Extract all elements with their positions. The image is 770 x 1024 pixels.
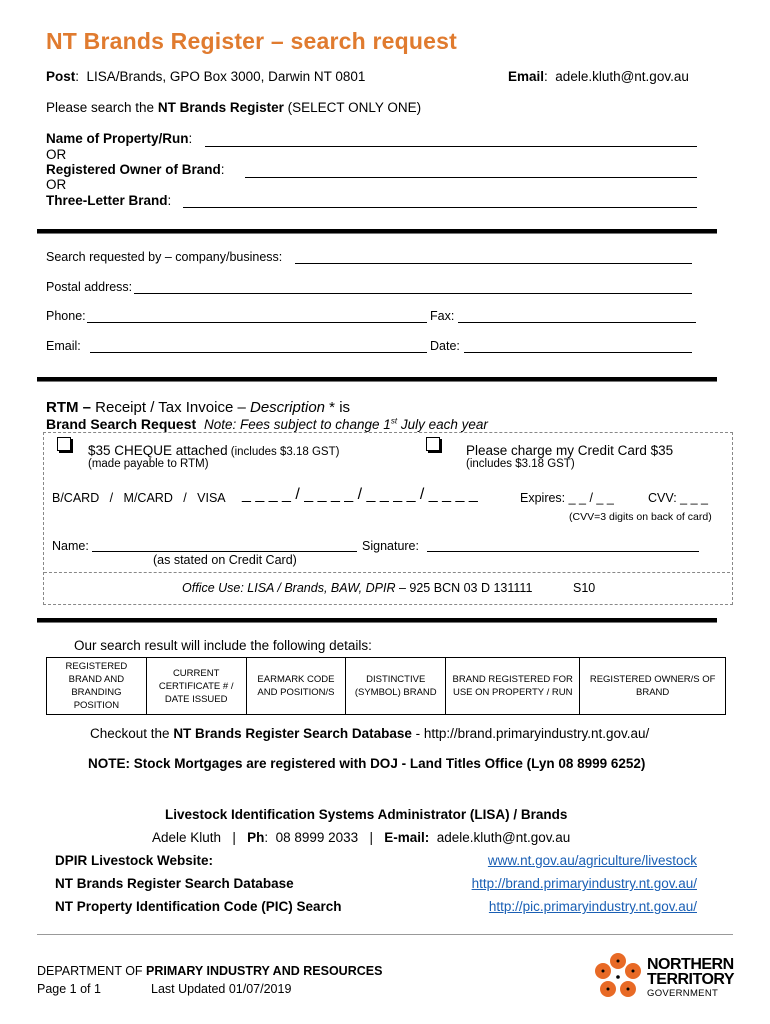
divider xyxy=(37,618,717,623)
or-1: OR xyxy=(46,147,67,162)
table-cell: CURRENT CERTIFICATE # / DATE ISSUED xyxy=(146,658,246,715)
cheque-label: $35 CHEQUE attached xyxy=(88,443,228,458)
link-label-pic: NT Property Identification Code (PIC) Search xyxy=(55,899,342,914)
date-input[interactable] xyxy=(464,352,692,353)
owner-label-text: Registered Owner of Brand xyxy=(46,162,221,177)
page-number: Page 1 of 1 xyxy=(37,982,101,996)
table-cell: REGISTERED OWNER/S OF BRAND xyxy=(580,658,726,715)
contact-name: Adele Kluth xyxy=(152,830,222,845)
cheque-checkbox[interactable] xyxy=(57,437,71,451)
cvv-input[interactable]: CVV: _ _ _ xyxy=(648,491,708,505)
email-label: Email xyxy=(508,69,545,84)
card-option: Please charge my Credit Card $35 xyxy=(466,443,674,458)
or-2: OR xyxy=(46,177,67,192)
brand-label-text: Three-Letter Brand xyxy=(46,193,168,208)
contact-heading: Livestock Identification Systems Administrator (LISA) / Brands xyxy=(165,807,568,822)
name-label: Name: xyxy=(52,539,89,553)
property-label: Name of Property/Run: xyxy=(46,131,193,146)
logo-government: GOVERNMENT xyxy=(647,988,719,999)
card-number-input[interactable]: _ _ _ _ / _ _ _ _ / _ _ _ _ / _ _ _ _ xyxy=(242,486,478,503)
checkout-suffix: - http://brand.primaryindustry.nt.gov.au/ xyxy=(411,726,650,741)
fee-note-end: July each year xyxy=(397,417,488,432)
contact-email-label: E-mail: xyxy=(384,830,430,845)
fax-label: Fax: xyxy=(430,309,455,323)
rtm-label: RTM – xyxy=(46,399,91,416)
post-value: LISA/Brands, GPO Box 3000, Darwin NT 0801 xyxy=(86,69,366,84)
post-label: Post xyxy=(46,69,76,84)
owner-input[interactable] xyxy=(245,177,697,178)
date-label: Date: xyxy=(430,339,460,353)
checkout-line xyxy=(90,726,649,741)
search-instruction xyxy=(46,100,421,115)
logo-territory: TERRITORY xyxy=(647,971,735,988)
brand-input[interactable] xyxy=(183,207,697,208)
table-cell: BRAND REGISTERED FOR USE ON PROPERTY / RUN xyxy=(446,658,580,715)
instruction-suffix: (SELECT ONLY ONE) xyxy=(283,100,422,115)
card-sub: (includes $3.18 GST) xyxy=(466,458,575,470)
phone-label-bold: Ph xyxy=(247,830,265,845)
cheque-gst: (includes $3.18 GST) xyxy=(227,446,340,458)
last-updated: Last Updated 01/07/2019 xyxy=(151,982,292,996)
owner-label: Registered Owner of Brand: xyxy=(46,162,225,177)
results-intro: Our search result will include the following details: xyxy=(74,638,372,653)
company-input[interactable] xyxy=(295,263,692,264)
checkout-prefix: Checkout the xyxy=(90,726,174,741)
table-cell: EARMARK CODE AND POSITION/S xyxy=(246,658,346,715)
property-label-text: Name of Property/Run xyxy=(46,131,189,146)
rtm-description: Description xyxy=(249,399,326,416)
email-field-label: Email: xyxy=(46,339,81,353)
logo-northern: NORTHERN xyxy=(647,956,734,973)
link-label-livestock: DPIR Livestock Website: xyxy=(55,853,214,868)
brand-label: Three-Letter Brand: xyxy=(46,193,172,208)
post-address: Post: LISA/Brands, GPO Box 3000, Darwin NT 0801 xyxy=(46,69,366,84)
divider xyxy=(37,377,717,382)
rtm-subheading xyxy=(46,416,488,432)
card-types: B/CARD / M/CARD / VISA xyxy=(52,491,226,505)
office-use xyxy=(182,581,532,595)
signature-label: Signature: xyxy=(362,539,419,553)
results-table xyxy=(46,657,726,715)
link-pic[interactable]: http://pic.primaryindustry.nt.gov.au/ xyxy=(488,899,697,914)
office-s10: S10 xyxy=(573,581,596,595)
desert-rose-icon xyxy=(594,952,642,1002)
table-row xyxy=(47,658,726,715)
email-input[interactable] xyxy=(90,352,427,353)
instruction-prefix: Please search the xyxy=(46,100,158,115)
card-checkbox[interactable] xyxy=(426,437,440,451)
cheque-sub: (made payable to RTM) xyxy=(88,458,209,470)
fee-note-text: Note: Fees subject to change 1 xyxy=(203,417,391,432)
office-code: – 925 BCN 03 D 131111 xyxy=(395,581,533,595)
rtm-heading xyxy=(46,399,350,416)
postal-input[interactable] xyxy=(134,293,692,294)
nt-government-logo xyxy=(594,952,739,1002)
dept-prefix: DEPARTMENT OF xyxy=(37,964,147,978)
expires-input[interactable]: Expires: _ _ / _ _ xyxy=(520,491,614,505)
department xyxy=(37,964,382,978)
footer-divider xyxy=(37,934,733,935)
checkout-bold: NT Brands Register Search Database xyxy=(173,726,412,741)
cheque-option xyxy=(88,443,339,458)
dept-name: PRIMARY INDUSTRY AND RESOURCES xyxy=(146,964,383,978)
mortgage-note: NOTE: Stock Mortgages are registered with DOJ - Land Titles Office (Lyn 08 8999 6252) xyxy=(88,756,646,771)
rtm-is: * is xyxy=(325,399,351,416)
table-cell: DISTINCTIVE (SYMBOL) BRAND xyxy=(346,658,446,715)
phone-input[interactable] xyxy=(87,322,427,323)
office-use-label: Office Use: LISA / Brands, BAW, DPIR xyxy=(182,581,396,595)
contact-email: adele.kluth@nt.gov.au xyxy=(436,830,571,845)
email-value: adele.kluth@nt.gov.au xyxy=(555,69,689,84)
fee-note xyxy=(204,417,488,432)
table-cell: REGISTERED BRAND AND BRANDING POSITION xyxy=(47,658,147,715)
header-email: Email: adele.kluth@nt.gov.au xyxy=(508,69,689,84)
name-input[interactable] xyxy=(92,551,357,552)
link-brands[interactable]: http://brand.primaryindustry.nt.gov.au/ xyxy=(471,876,697,891)
phone-label: Phone: xyxy=(46,309,86,323)
page-title: NT Brands Register – search request xyxy=(46,28,457,54)
name-note: (as stated on Credit Card) xyxy=(153,553,297,567)
postal-label: Postal address: xyxy=(46,280,133,294)
fee-note-sup: st xyxy=(390,416,398,426)
rtm-receipt: Receipt / Tax Invoice – xyxy=(91,399,250,416)
cvv-note: (CVV=3 digits on back of card) xyxy=(569,511,712,523)
brand-search-request: Brand Search Request xyxy=(46,416,197,432)
contact-line: Adele Kluth | Ph: 08 8999 2033 | E-mail: adele.kluth@nt.gov.au xyxy=(152,830,571,845)
office-divider xyxy=(44,572,730,573)
contact-phone: 08 8999 2033 xyxy=(275,830,359,845)
link-livestock[interactable]: www.nt.gov.au/agriculture/livestock xyxy=(487,853,697,868)
fax-input[interactable] xyxy=(458,322,696,323)
divider xyxy=(37,229,717,234)
instruction-bold: NT Brands Register xyxy=(157,100,284,115)
property-input[interactable] xyxy=(205,146,697,147)
signature-input[interactable] xyxy=(427,551,699,552)
company-label: Search requested by – company/business: xyxy=(46,250,283,264)
link-label-brands: NT Brands Register Search Database xyxy=(55,876,294,891)
